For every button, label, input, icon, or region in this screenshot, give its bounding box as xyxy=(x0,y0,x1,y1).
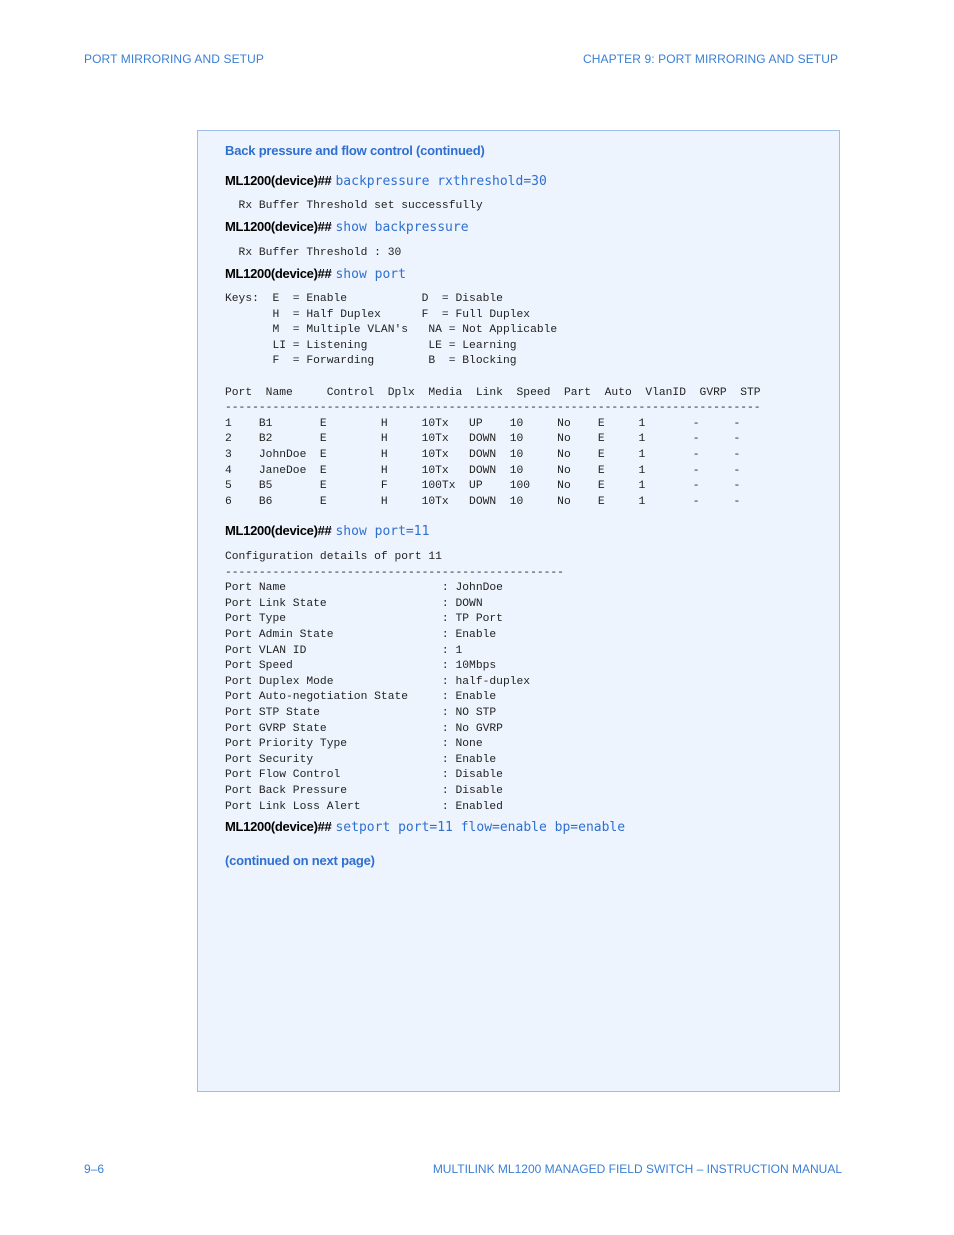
command-text: setport port=11 flow=enable bp=enable xyxy=(335,820,626,835)
prompt: ML1200(device)## xyxy=(225,173,332,188)
page-number: 9–6 xyxy=(84,1162,105,1176)
command-line-5 xyxy=(225,819,625,835)
output-show-port: Keys: E = Enable D = Disable H = Half Duplex F = Full Duplex M = Multiple VLAN's NA = Not Applicable LI = Listening LE = Learning F = Forwarding B = Blocking Port Name Control Dplx Media Link Speed Part Auto VlanID GVRP STP ------------------------------------------------------------------------------- 1 B1 E H 10Tx UP 10 No E 1 - - 2 B2 E H 10Tx DOWN 10 No E 1 - - 3 JohnDoe E H 10Tx DOWN 10 No E 1 - - 4 JaneDoe E H 10Tx DOWN 10 No E 1 - - 5 B5 E F 100Tx UP 100 No E 1 - - 6 B6 E H 10Tx DOWN 10 No E 1 - - xyxy=(225,293,761,508)
continued-note: (continued on next page) xyxy=(225,853,375,868)
command-line-1 xyxy=(225,173,547,189)
running-header-left: PORT MIRRORING AND SETUP xyxy=(84,52,264,66)
output-rx-set: Rx Buffer Threshold set successfully xyxy=(225,200,483,212)
prompt: ML1200(device)## xyxy=(225,219,332,234)
command-text: show backpressure xyxy=(335,220,469,235)
command-text: show port=11 xyxy=(335,524,430,539)
command-text: backpressure rxthreshold=30 xyxy=(335,174,547,189)
output-show-port-11: Configuration details of port 11 -------------------------------------------------- Port Name : JohnDoe Port Link State : DOWN Port Type : TP Port Port Admin State : Enable Port VLAN ID : 1 Port Speed : 10Mbps Port Duplex Mode : half-duplex Port Auto-negotiation State : Enable Port STP State : NO STP Port GVRP State : No GVRP Port Priority Type : None Port Security : Enable Port Flow Control : Disable Port Back Pressure : Disable Port Link Loss Alert : Enabled xyxy=(225,551,564,813)
running-header-right: CHAPTER 9: PORT MIRRORING AND SETUP xyxy=(583,52,839,66)
command-line-3 xyxy=(225,266,406,282)
command-line-4 xyxy=(225,523,429,539)
manual-title: MULTILINK ML1200 MANAGED FIELD SWITCH – INSTRUCTION MANUAL xyxy=(432,1162,842,1176)
command-line-2 xyxy=(225,219,469,235)
output-rx-show: Rx Buffer Threshold : 30 xyxy=(225,247,402,259)
command-text: show port xyxy=(335,267,406,282)
prompt: ML1200(device)## xyxy=(225,266,332,281)
section-title: Back pressure and flow control (continued) xyxy=(225,143,485,158)
example-box xyxy=(197,130,840,1092)
prompt: ML1200(device)## xyxy=(225,819,332,834)
prompt: ML1200(device)## xyxy=(225,523,332,538)
